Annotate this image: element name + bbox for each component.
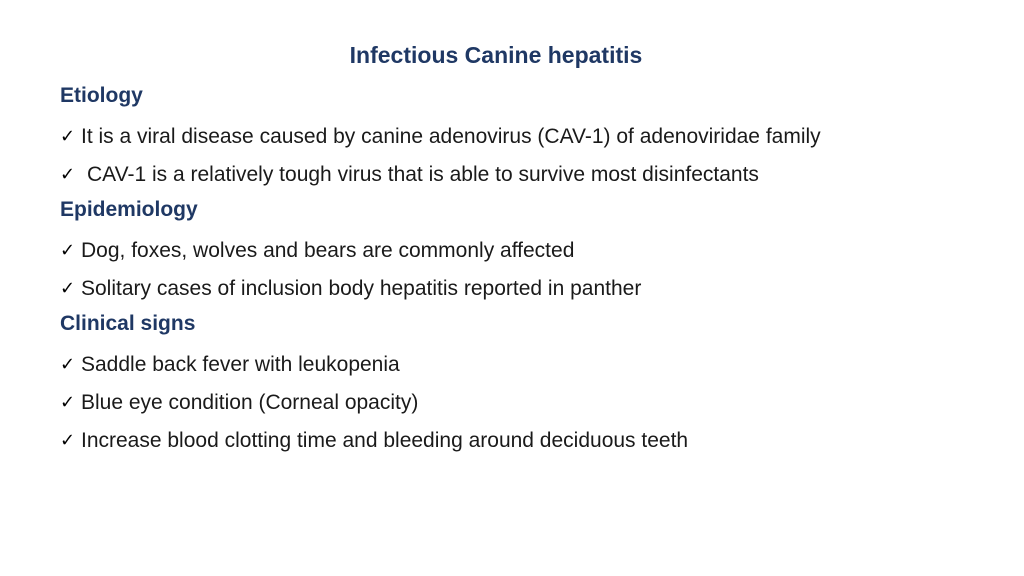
bullet-text: Blue eye condition (Corneal opacity) xyxy=(81,391,419,414)
bullet-text: CAV-1 is a relatively tough virus that is able to survive most disinfectants xyxy=(87,163,759,186)
bullet-item xyxy=(60,232,1000,270)
bullet-item xyxy=(60,422,1000,460)
check-icon: ✓ xyxy=(60,392,76,413)
bullet-text: Solitary cases of inclusion body hepatitis reported in panther xyxy=(81,277,642,300)
section-heading-etiology: Etiology xyxy=(60,84,143,107)
bullet-item xyxy=(60,270,1000,308)
check-icon: ✓ xyxy=(60,430,76,451)
bullet-text: Saddle back fever with leukopenia xyxy=(81,353,400,376)
check-icon: ✓ xyxy=(60,126,76,147)
check-icon: ✓ xyxy=(60,164,76,185)
bullet-text: Increase blood clotting time and bleeding around deciduous teeth xyxy=(81,429,689,452)
check-icon: ✓ xyxy=(60,278,76,299)
bullet-item xyxy=(60,118,1000,156)
section-heading-epidemiology: Epidemiology xyxy=(60,198,198,221)
check-icon: ✓ xyxy=(60,354,76,375)
section-heading-clinical-signs: Clinical signs xyxy=(60,312,196,335)
check-icon: ✓ xyxy=(60,240,76,261)
slide-title: Infectious Canine hepatitis xyxy=(349,42,643,68)
bullet-item xyxy=(60,156,1000,194)
bullet-text: It is a viral disease caused by canine adenovirus (CAV-1) of adenoviridae family xyxy=(81,125,821,148)
bullet-text: Dog, foxes, wolves and bears are commonly affected xyxy=(81,239,575,262)
bullet-item xyxy=(60,384,1000,422)
bullet-item xyxy=(60,346,1000,384)
slide-content xyxy=(60,80,1000,460)
